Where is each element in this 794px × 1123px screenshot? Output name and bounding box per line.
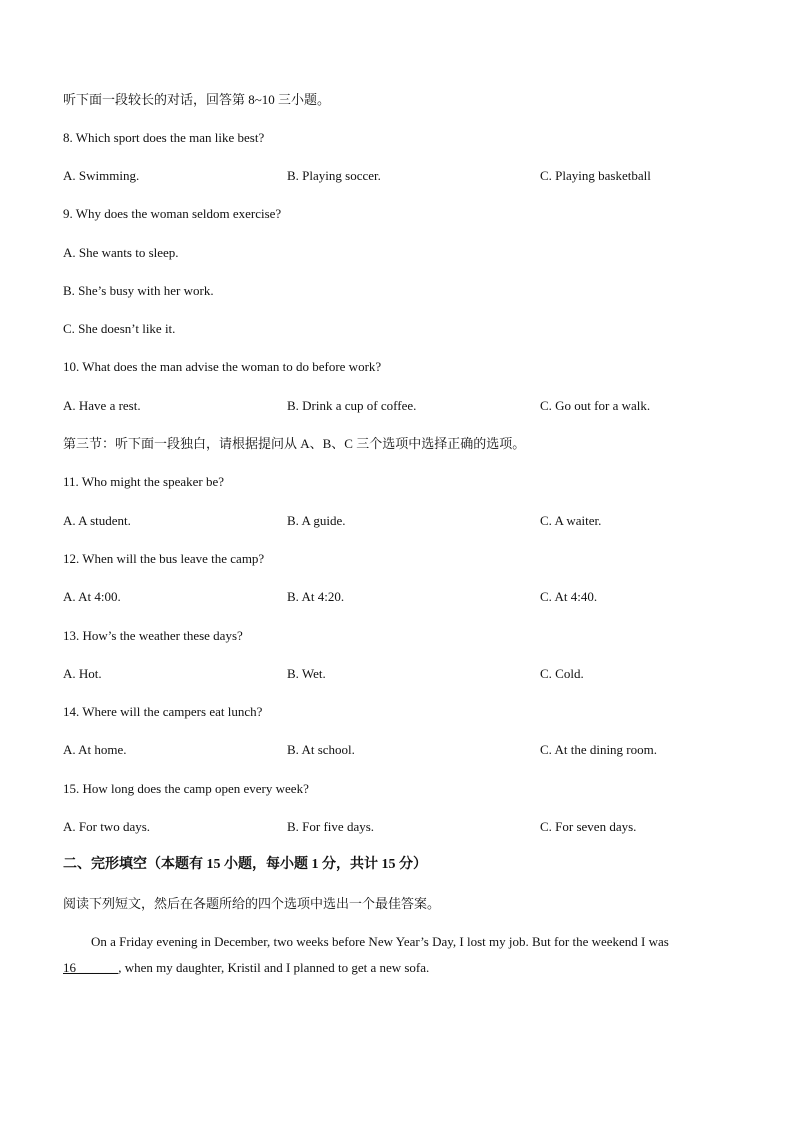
passage-line-2-text: , when my daughter, Kristil and I planned to get a new sofa. (118, 960, 430, 975)
option-c: C. Cold. (540, 666, 584, 681)
option-b: B. At school. (287, 742, 355, 757)
passage-line-1: On a Friday evening in December, two weeks before New Year’s Day, I lost my job. But for the weekend I was (91, 934, 669, 949)
section-3-instruction: 第三节：听下面一段独白，请根据提问从 A、B、C 三个选项中选择正确的选项。 (63, 436, 526, 451)
options-row-15 (63, 819, 743, 835)
question-10: 10. What does the man advise the woman to do before work? (63, 359, 382, 374)
option-b: B. Drink a cup of coffee. (287, 398, 417, 413)
question-12: 12. When will the bus leave the camp? (63, 551, 265, 566)
part-2-heading: 二、完形填空（本题有 15 小题，每小题 1 分，共计 15 分） (63, 857, 427, 872)
cloze-passage (63, 929, 733, 981)
options-row-10 (63, 398, 743, 414)
option-c: C. A waiter. (540, 513, 602, 528)
options-row-14 (63, 742, 743, 758)
option-a: A. At 4:00. (63, 589, 121, 604)
passage-line-2 (63, 955, 733, 981)
question-15: 15. How long does the camp open every week? (63, 781, 309, 796)
part-2-instruction: 阅读下列短文，然后在各题所给的四个选项中选出一个最佳答案。 (63, 896, 441, 911)
option-c: C. At 4:40. (540, 589, 598, 604)
option-b: B. Wet. (287, 666, 326, 681)
blank-16: 16 ______ (63, 960, 119, 975)
option-b: B. Playing soccer. (287, 168, 381, 183)
option-b: B. For five days. (287, 819, 375, 834)
option-b: B. She’s busy with her work. (63, 283, 214, 298)
question-11: 11. Who might the speaker be? (63, 474, 225, 489)
option-a: A. Swimming. (63, 168, 140, 183)
option-a: A. At home. (63, 742, 127, 757)
option-b: B. A guide. (287, 513, 346, 528)
option-c: C. For seven days. (540, 819, 637, 834)
option-c: C. Go out for a walk. (540, 398, 651, 413)
question-9: 9. Why does the woman seldom exercise? (63, 206, 282, 221)
question-8: 8. Which sport does the man like best? (63, 130, 265, 145)
option-a: A. Hot. (63, 666, 102, 681)
question-14: 14. Where will the campers eat lunch? (63, 704, 263, 719)
options-row-8 (63, 168, 743, 184)
option-a: A. A student. (63, 513, 131, 528)
options-row-11 (63, 513, 743, 529)
option-a: A. For two days. (63, 819, 151, 834)
option-b: B. At 4:20. (287, 589, 345, 604)
options-row-12 (63, 589, 743, 605)
listening-intro: 听下面一段较长的对话，回答第 8~10 三小题。 (63, 92, 331, 107)
option-a: A. She wants to sleep. (63, 245, 179, 260)
option-c: C. Playing basketball (540, 168, 651, 183)
option-a: A. Have a rest. (63, 398, 141, 413)
question-13: 13. How’s the weather these days? (63, 628, 243, 643)
options-row-13 (63, 666, 743, 682)
option-c: C. She doesn’t like it. (63, 321, 176, 336)
option-c: C. At the dining room. (540, 742, 657, 757)
